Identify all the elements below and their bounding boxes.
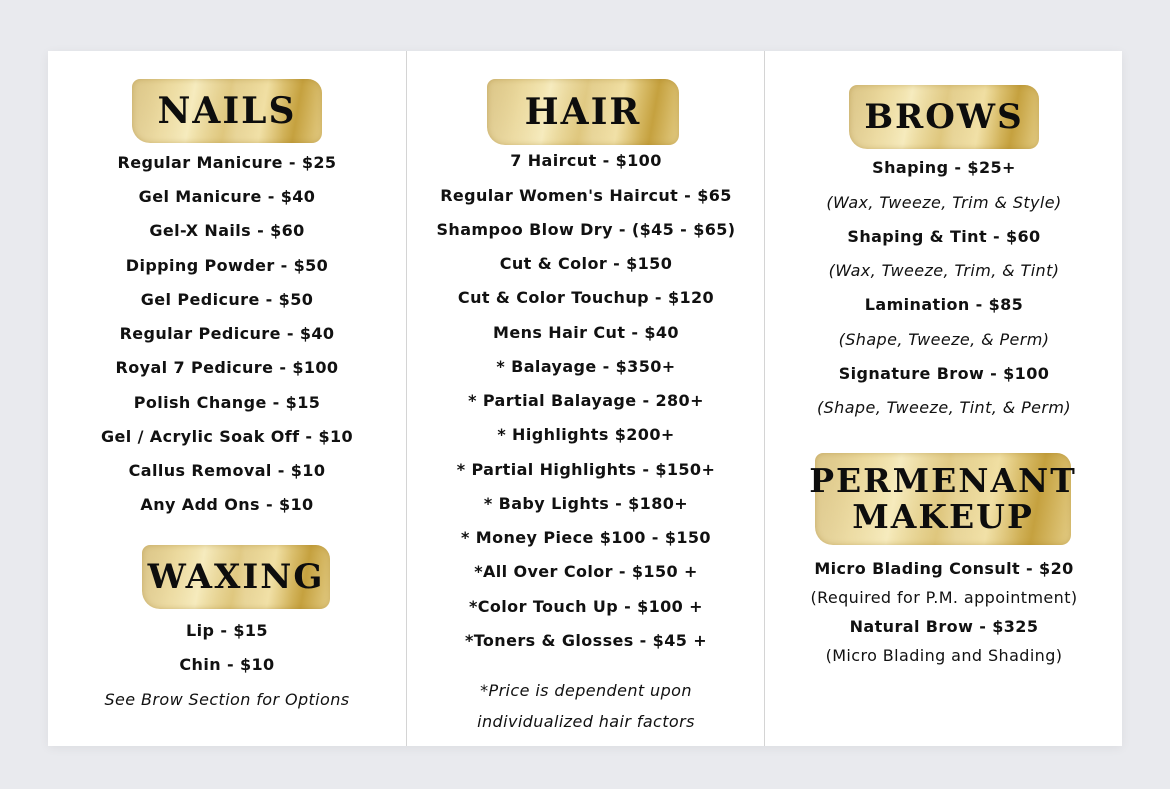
brows-service-detail: (Wax, Tweeze, Trim, & Tint) <box>828 261 1060 280</box>
permanent-makeup-title-line1: PERMENANT <box>809 461 1077 501</box>
hair-item: * Partial Balayage - 280+ <box>468 391 704 410</box>
hair-item: Regular Women's Haircut - $65 <box>440 186 732 205</box>
brows-service: Signature Brow - $100 <box>838 364 1050 383</box>
hair-item: Cut & Color Touchup - $120 <box>457 288 715 307</box>
nails-item: Any Add Ons - $10 <box>140 495 314 514</box>
waxing-heading <box>142 545 330 609</box>
brows-service-detail: (Wax, Tweeze, Trim & Style) <box>826 193 1062 212</box>
brows-service-detail: (Shape, Tweeze, Tint, & Perm) <box>816 398 1072 417</box>
nails-item: Gel Manicure - $40 <box>138 187 316 206</box>
price-menu <box>48 51 1122 746</box>
brows-service: Shaping & Tint - $60 <box>847 227 1041 246</box>
nails-item: Gel-X Nails - $60 <box>149 221 305 240</box>
brows-title: BROWS <box>864 97 1024 137</box>
hair-column <box>406 51 765 746</box>
hair-item: 7 Haircut - $100 <box>510 151 662 170</box>
waxing-note: See Brow Section for Options <box>104 690 350 709</box>
hair-item: * Balayage - $350+ <box>496 357 676 376</box>
hair-heading <box>487 79 679 145</box>
hair-item: *Color Touch Up - $100 + <box>469 597 703 616</box>
brows-service: Shaping - $25+ <box>872 158 1016 177</box>
hair-item: * Partial Highlights - $150+ <box>456 460 716 479</box>
nails-item: Regular Manicure - $25 <box>117 153 337 172</box>
hair-note-line2: individualized hair factors <box>477 712 695 731</box>
hair-item: *Toners & Glosses - $45 + <box>464 631 708 650</box>
nails-item: Gel Pedicure - $50 <box>140 290 314 309</box>
makeup-service: Natural Brow - $325 <box>849 617 1039 636</box>
waxing-item: Chin - $10 <box>179 655 275 674</box>
nails-item: Dipping Powder - $50 <box>125 256 329 275</box>
nails-title: NAILS <box>157 90 297 132</box>
nails-waxing-column <box>48 51 406 746</box>
permanent-makeup-heading <box>809 453 1077 545</box>
hair-note-line1: *Price is dependent upon <box>480 681 692 700</box>
brows-heading <box>849 85 1039 149</box>
brows-service-detail: (Shape, Tweeze, & Perm) <box>838 330 1050 349</box>
nails-item: Callus Removal - $10 <box>128 461 326 480</box>
nails-heading <box>132 79 322 143</box>
hair-title: HAIR <box>524 91 642 133</box>
makeup-service: Micro Blading Consult - $20 <box>814 559 1074 578</box>
brows-makeup-column <box>764 51 1123 746</box>
permanent-makeup-title-line2: MAKEUP <box>852 497 1034 536</box>
nails-item: Royal 7 Pedicure - $100 <box>115 358 339 377</box>
hair-item: * Baby Lights - $180+ <box>483 494 689 513</box>
hair-item: * Highlights $200+ <box>497 425 675 444</box>
makeup-service-detail: (Required for P.M. appointment) <box>810 588 1078 607</box>
waxing-item: Lip - $15 <box>186 621 268 640</box>
hair-item: Cut & Color - $150 <box>499 254 673 273</box>
nails-item: Polish Change - $15 <box>133 393 321 412</box>
nails-item: Gel / Acrylic Soak Off - $10 <box>100 427 354 446</box>
hair-item: *All Over Color - $150 + <box>474 562 698 581</box>
waxing-title: WAXING <box>147 557 325 597</box>
hair-item: * Money Piece $100 - $150 <box>461 528 711 547</box>
nails-item: Regular Pedicure - $40 <box>119 324 335 343</box>
hair-item: Shampoo Blow Dry - ($45 - $65) <box>436 220 736 239</box>
hair-item: Mens Hair Cut - $40 <box>493 323 679 342</box>
makeup-service-detail: (Micro Blading and Shading) <box>825 646 1063 665</box>
brows-service: Lamination - $85 <box>864 295 1024 314</box>
